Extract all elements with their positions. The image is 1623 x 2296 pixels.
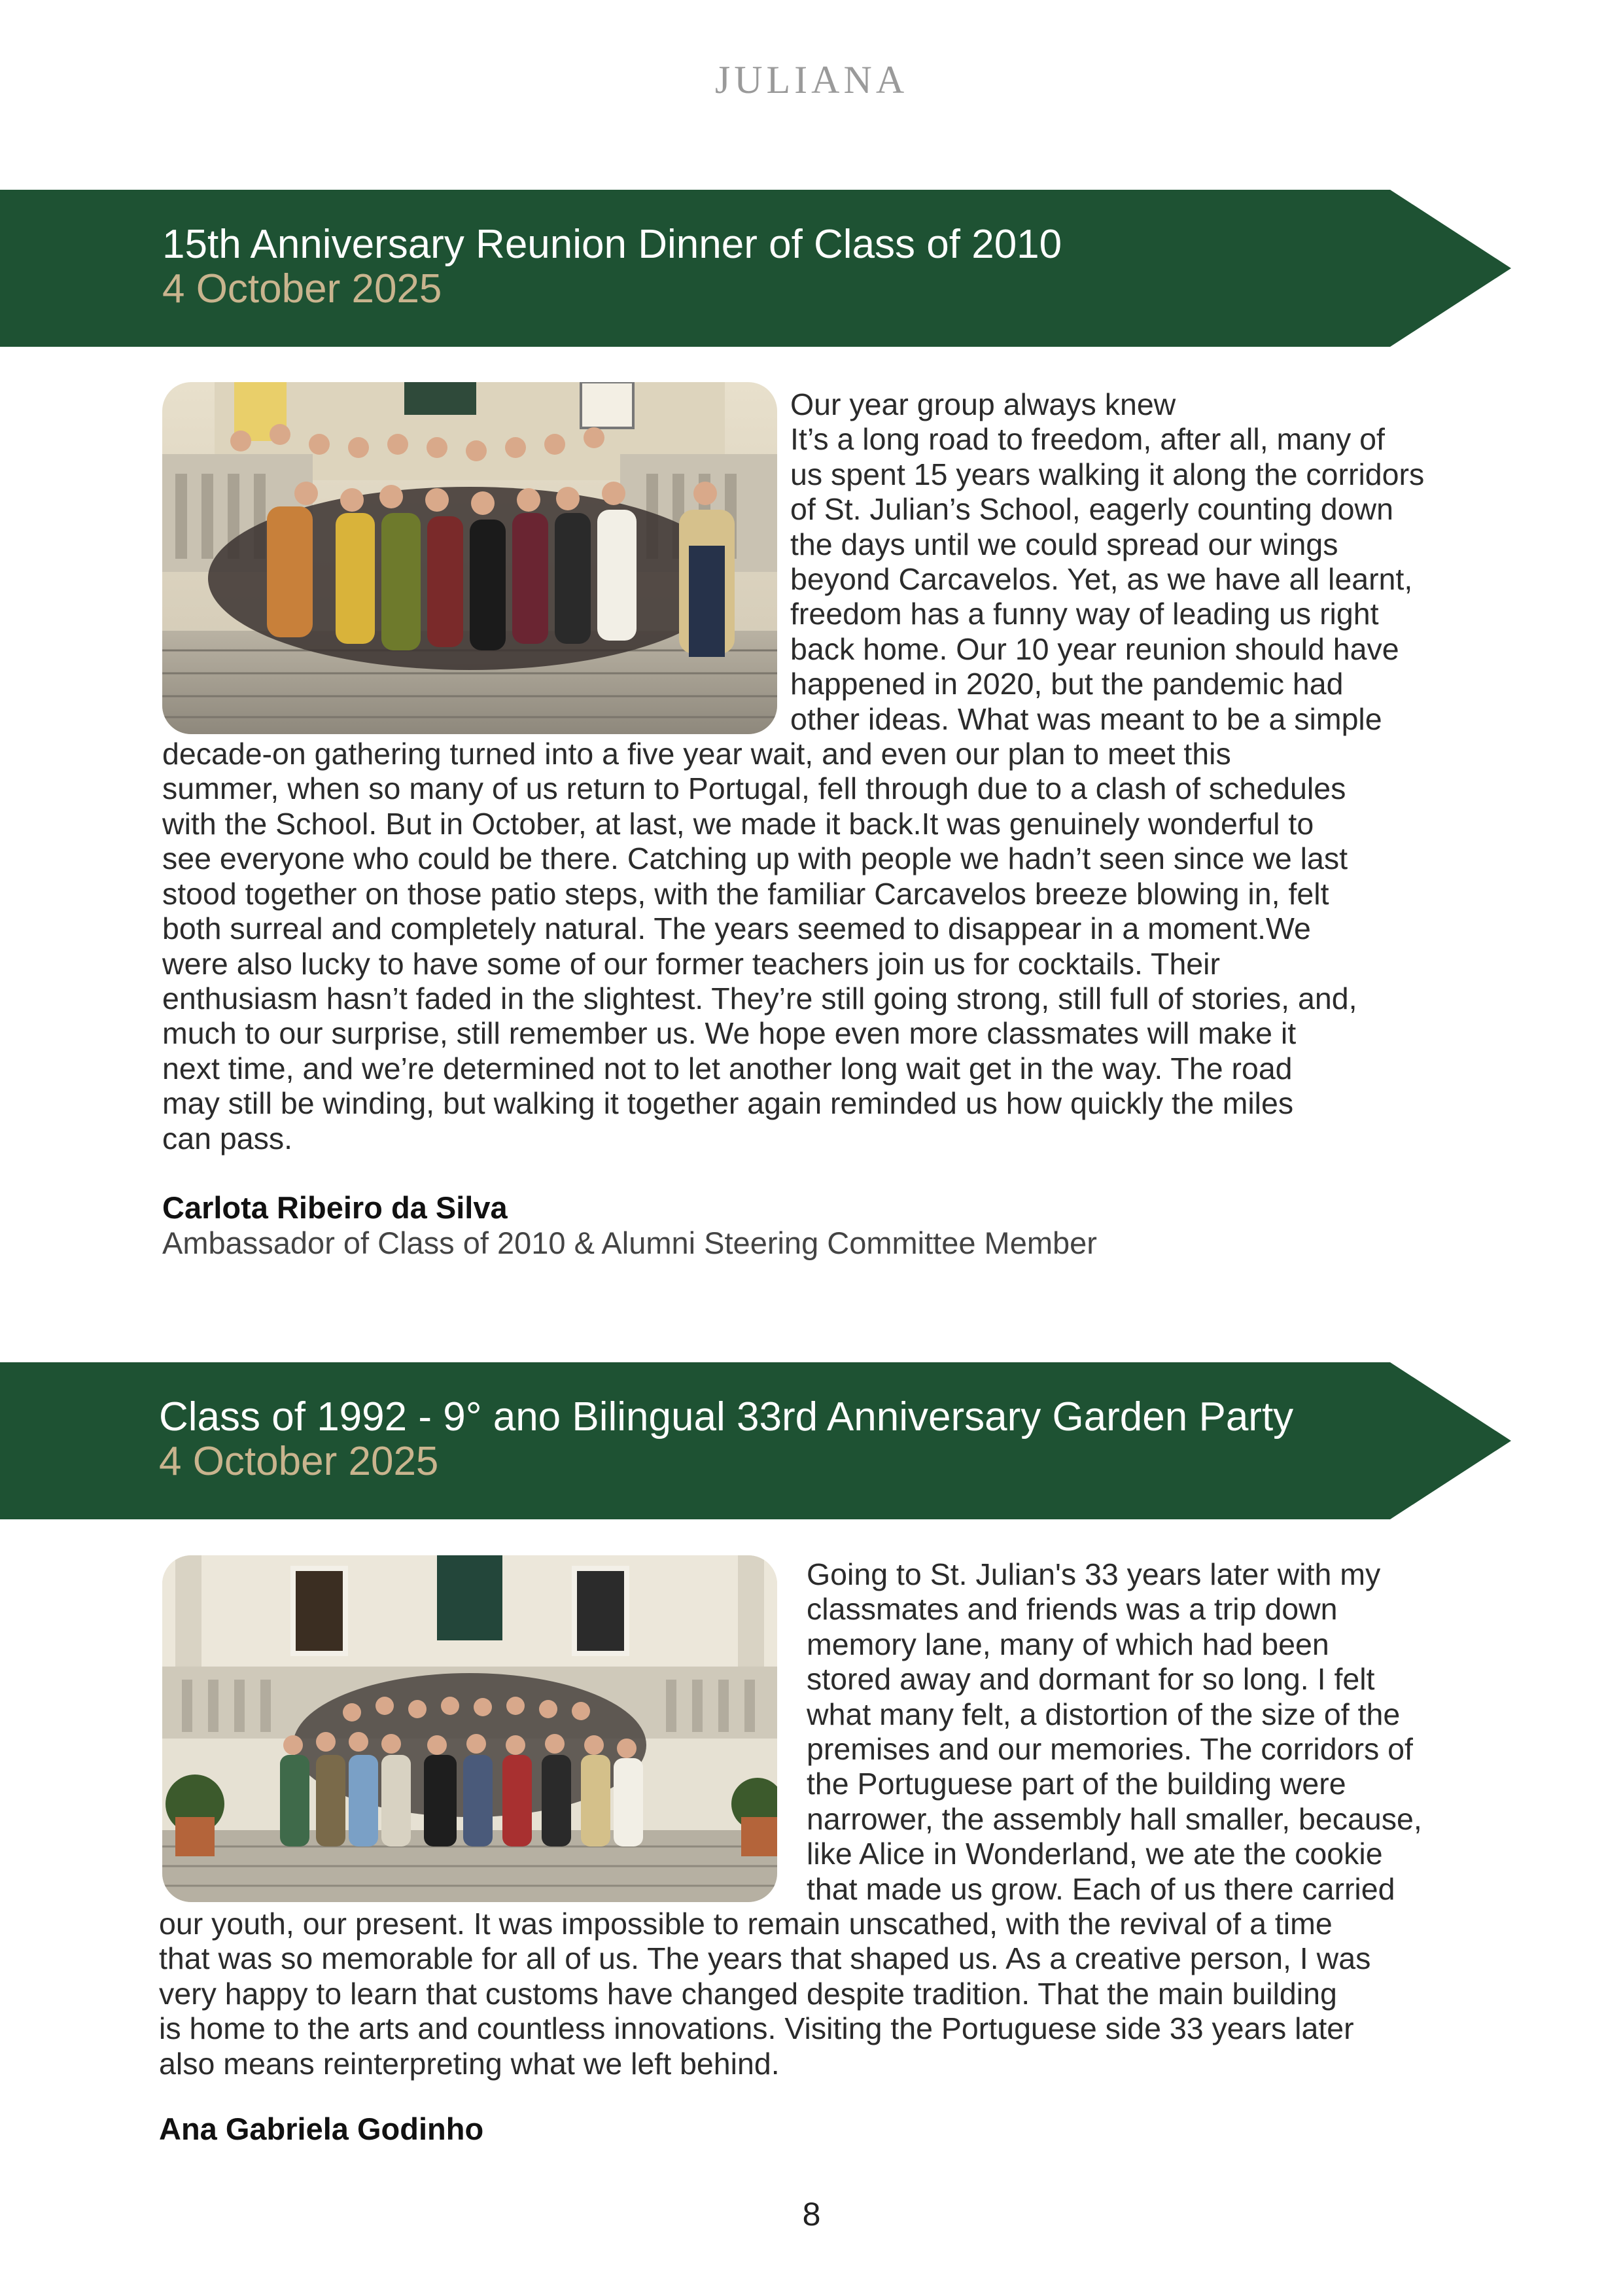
body-line: summer, when so many of us return to Portugal, fell through due to a clash of schedules <box>162 771 1346 806</box>
body-line: very happy to learn that customs have changed despite tradition. That the main building <box>159 1976 1337 2011</box>
body-line: see everyone who could be there. Catching up with people we hadn’t seen since we last <box>162 841 1348 876</box>
body-line: that made us grow. Each of us there carried <box>807 1871 1395 1906</box>
masthead: JULIANA <box>714 58 909 101</box>
article-2-body <box>159 1557 1507 2081</box>
article-1-date: 4 October 2025 <box>162 266 442 311</box>
body-line: beyond Carcavelos. Yet, as we have all learnt, <box>790 562 1413 597</box>
body-line: can pass. <box>162 1121 293 1156</box>
body-line: of St. Julian’s School, eagerly counting down <box>790 492 1393 527</box>
body-line: other ideas. What was meant to be a simple <box>790 701 1382 736</box>
body-line: the days until we could spread our wings <box>790 527 1338 561</box>
body-line: enthusiasm hasn’t faded in the slightest. They’re still going strong, still full of stories, and, <box>162 981 1357 1016</box>
page-number: 8 <box>802 2196 821 2233</box>
body-line: what many felt, a distortion of the size of the <box>807 1697 1401 1731</box>
article-2-title: Class of 1992 - 9° ano Bilingual 33rd Anniversary Garden Party <box>159 1394 1294 1439</box>
body-line: our youth, our present. It was impossible to remain unscathed, with the revival of a time <box>159 1907 1333 1941</box>
body-line: may still be winding, but walking it together again reminded us how quickly the miles <box>162 1086 1294 1121</box>
body-line: also means reinterpreting what we left behind. <box>159 2046 780 2081</box>
body-line: with the School. But in October, at last, we made it back.It was genuinely wonderful to <box>162 806 1314 841</box>
article-1-author-role: Ambassador of Class of 2010 & Alumni Steering Committee Member <box>162 1226 1097 1260</box>
article-1-title: 15th Anniversary Reunion Dinner of Class of 2010 <box>162 222 1062 267</box>
body-line: next time, and we’re determined not to let another long wait get in the way. The road <box>162 1051 1293 1086</box>
article-1-banner <box>0 190 1524 347</box>
body-line: Our year group always knew <box>790 387 1176 421</box>
article-1-body <box>162 387 1503 1156</box>
body-line: It’s a long road to freedom, after all, many of <box>790 422 1385 457</box>
body-line: stored away and dormant for so long. I felt <box>807 1662 1375 1697</box>
body-line: both surreal and completely natural. The years seemed to disappear in a moment.We <box>162 911 1311 946</box>
body-line: decade-on gathering turned into a five year wait, and even our plan to meet this <box>162 737 1231 771</box>
body-line: is home to the arts and countless innovations. Visiting the Portuguese side 33 years later <box>159 2011 1354 2046</box>
article-2-author: Ana Gabriela Godinho <box>159 2111 484 2146</box>
body-line: stood together on those patio steps, with the familiar Carcavelos breeze blowing in, felt <box>162 876 1329 911</box>
body-line: premises and our memories. The corridors of <box>807 1732 1413 1767</box>
body-line: were also lucky to have some of our former teachers join us for cocktails. Their <box>162 946 1220 981</box>
body-line: happened in 2020, but the pandemic had <box>790 667 1344 701</box>
body-line: freedom has a funny way of leading us right <box>790 597 1379 631</box>
body-line: like Alice in Wonderland, we ate the cookie <box>807 1837 1383 1871</box>
body-line: the Portuguese part of the building were <box>807 1767 1346 1801</box>
body-line: narrower, the assembly hall smaller, because, <box>807 1801 1422 1836</box>
body-line: back home. Our 10 year reunion should have <box>790 631 1399 666</box>
body-line: us spent 15 years walking it along the corridors <box>790 457 1425 491</box>
article-2-banner <box>0 1362 1524 1519</box>
body-line: classmates and friends was a trip down <box>807 1592 1338 1627</box>
body-line: that was so memorable for all of us. The years that shaped us. As a creative person, I was <box>159 1941 1371 1976</box>
article-1-author: Carlota Ribeiro da Silva <box>162 1190 508 1225</box>
article-2-date: 4 October 2025 <box>159 1439 439 1484</box>
body-line: Going to St. Julian's 33 years later with my <box>807 1557 1381 1591</box>
body-line: much to our surprise, still remember us. We hope even more classmates will make it <box>162 1016 1297 1051</box>
body-line: memory lane, many of which had been <box>807 1627 1329 1661</box>
